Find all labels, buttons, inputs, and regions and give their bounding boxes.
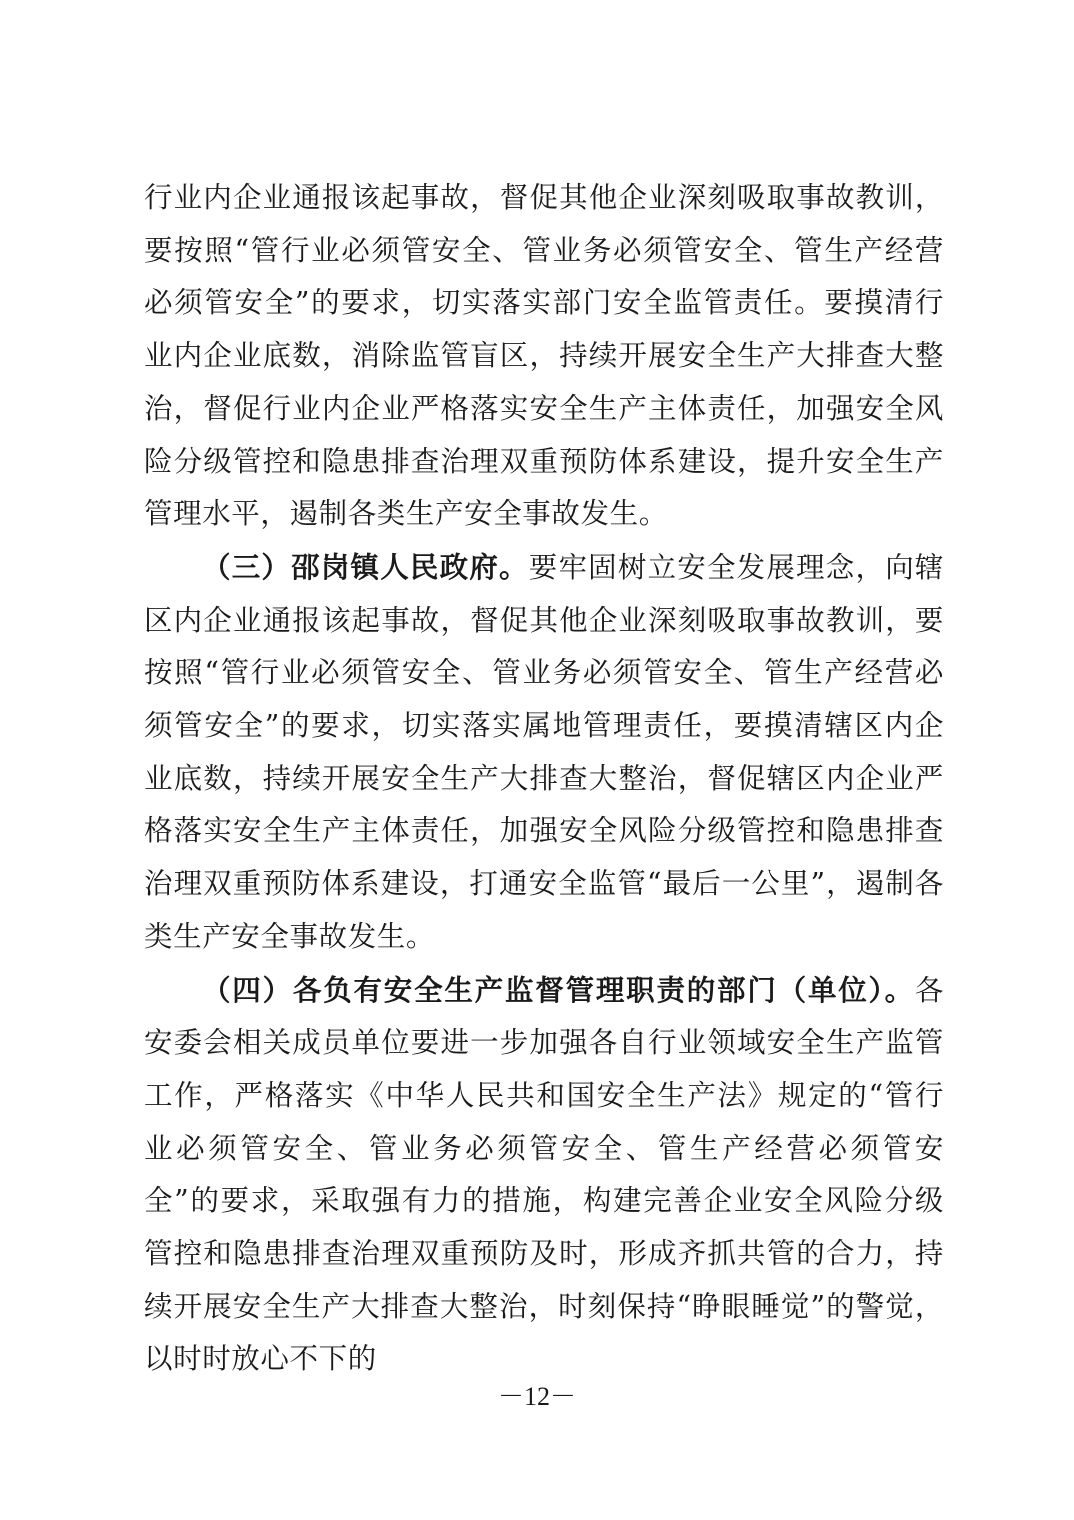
paragraph-text: 要牢固树立安全发展理念，向辖区内企业通报该起事故，督促其他企业深刻吸取事故教训，要按照“管行业必须管安全、管业务必须管安全、管生产经营必须管安全”的要求，切实落实属地管理责任，要摸清辖区内企业底数，持续开展安全生产大排查大整治，督促辖区内企业严格落实安全生产主体责任，加强安全风险分级管控和隐患排查治理双重预防体系建设，打通安全监管“最后一公里”，遏制各类生产安全事故发生。 — [144, 550, 944, 953]
paragraph-text: 行业内企业通报该起事故，督促其他企业深刻吸取事故教训，要按照“管行业必须管安全、管业务必须管安全、管生产经营必须管安全”的要求，切实落实部门安全监管责任。要摸清行业内企业底数，消除监管盲区，持续开展安全生产大排查大整治，督促行业内企业严格落实安全生产主体责任，加强安全风险分级管控和隐患排查治理双重预防体系建设，提升安全生产管理水平，遏制各类生产安全事故发生。 — [144, 181, 944, 531]
section-heading-four: （四）各负有安全生产监督管理职责的部门（单位）。 — [202, 972, 915, 1007]
page-number: －12－ — [497, 1382, 576, 1411]
paragraph-continuation — [144, 172, 944, 541]
paragraph-township-government — [144, 541, 944, 964]
document-body — [144, 172, 944, 1386]
section-heading-three: （三）邵岗镇人民政府。 — [202, 549, 529, 584]
paragraph-text: 各安委会相关成员单位要进一步加强各自行业领域安全生产监管工作，严格落实《中华人民共和国安全生产法》规定的“管行业必须管安全、管业务必须管安全、管生产经营必须管安全”的要求，采取强有力的措施，构建完善企业安全风险分级管控和隐患排查治理双重预防及时，形成齐抓共管的合力，持续开展安全生产大排查大整治，时刻保持“睁眼睡觉”的警觉，以时时放心不下的 — [144, 973, 944, 1376]
paragraph-supervising-departments — [144, 964, 944, 1387]
